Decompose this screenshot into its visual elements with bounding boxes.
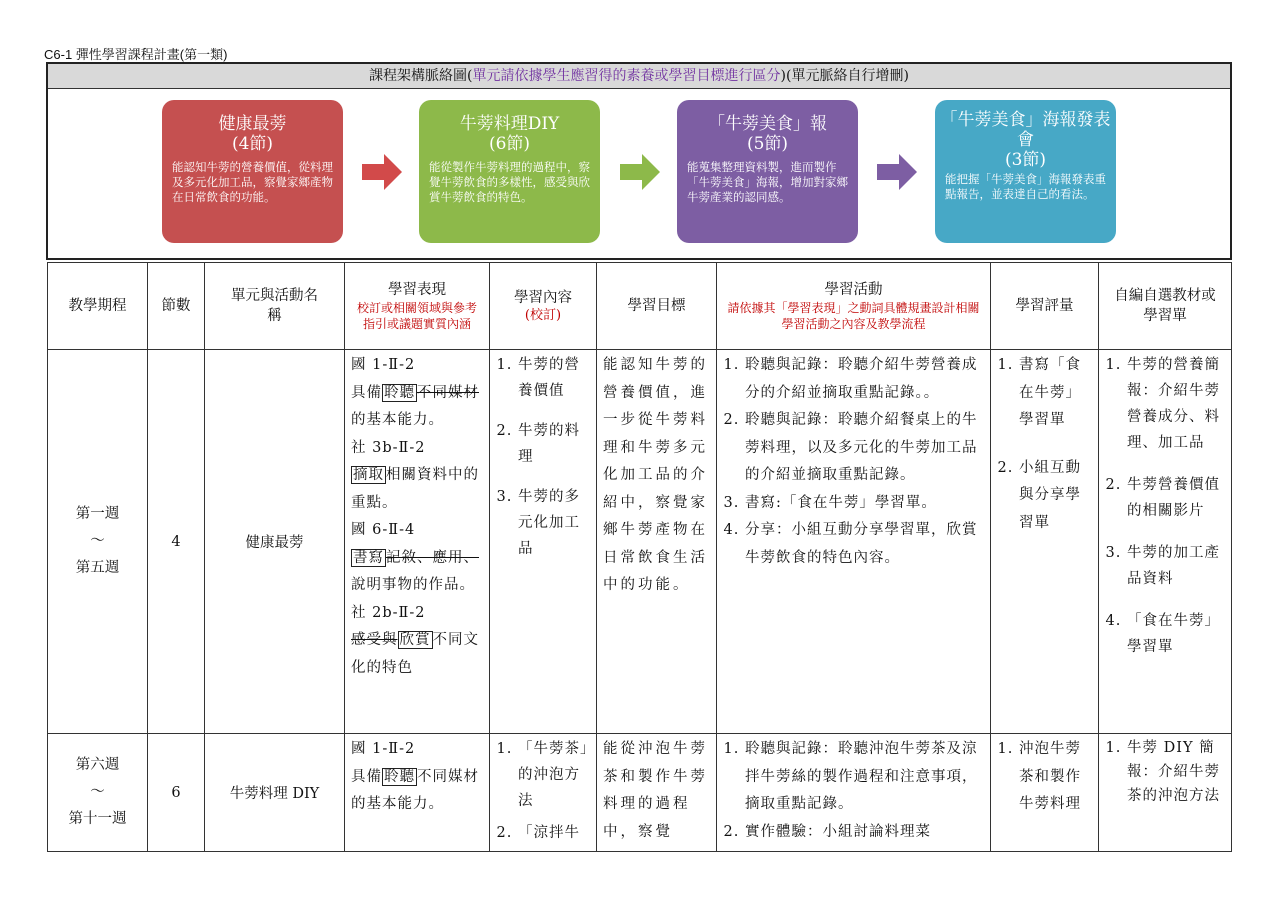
perf-text: 具備 聆聽 不同媒材的基本能力。 — [351, 768, 479, 812]
list-item: 3. 牛蒡的多元化加工品 — [518, 484, 590, 562]
list-item: 1. 牛蒡 DIY 簡報：介紹牛蒡茶的沖泡方法 — [1127, 736, 1225, 808]
list-item: 1. 書寫「食在牛蒡」學習單 — [1019, 352, 1092, 435]
header-assessment: 學習評量 — [991, 263, 1099, 350]
perf-code: 國 1-Ⅱ-2 — [351, 357, 416, 373]
unit-box-sessions: (5節) — [746, 134, 789, 154]
header-prefix: 課程架構脈絡圖( — [369, 68, 473, 84]
list-item: 3. 書寫:「食在牛蒡」學習單。 — [745, 490, 984, 518]
unit-box-desc: 能從製作牛蒡料理的過程中，察覺牛蒡飲食的多樣性，感受與欣賞牛蒡飲食的特色。 — [429, 160, 590, 204]
period-end: 第十一週 — [68, 811, 127, 827]
period-end: 第五週 — [75, 560, 120, 576]
list-item: 3. 牛蒡的加工產品資料 — [1127, 540, 1225, 592]
unit-box-2 — [419, 100, 600, 243]
table-header-row — [48, 263, 1232, 350]
unit-box-3 — [677, 100, 858, 243]
arrow-right-icon — [877, 152, 917, 192]
table-row — [48, 350, 1232, 734]
list-item: 1. 「牛蒡茶」的沖泡方法 — [518, 736, 590, 814]
list-item: 2. 牛蒡營養價值的相關影片 — [1127, 472, 1225, 524]
header-activity-label: 學習活動 — [824, 282, 883, 298]
perf-text: 感受與 欣賞 不同文化的特色 — [351, 632, 479, 676]
unit-cell: 健康最蒡 — [205, 350, 345, 734]
perf-text: 書寫 記敘、應用、說明事物的作品。 — [351, 549, 479, 593]
perf-code: 國 6-Ⅱ-4 — [351, 522, 416, 538]
unit-box-desc: 能認知牛蒡的營養價值，從料理及多元化加工品，察覺家鄉產物在日常飲食的功能。 — [172, 160, 333, 204]
list-item: 1. 聆聽與記錄：聆聽沖泡牛蒡茶及涼拌牛蒡絲的製作過程和注意事項，摘取重點記錄。 — [745, 736, 984, 819]
header-period: 教學期程 — [48, 263, 148, 350]
material-cell — [1099, 350, 1232, 734]
header-unit: 單元與活動名稱 — [205, 263, 345, 350]
goal-cell: 能認知牛蒡的營養價值，進一步從牛蒡料理和牛蒡多元化加工品的介紹中，察覺家鄉牛蒡產物在日常飲食生活中的功能。 — [597, 350, 717, 734]
perf-text: 摘取 相關資料中的重點。 — [351, 467, 479, 511]
material-cell — [1099, 734, 1232, 852]
activity-cell — [717, 350, 991, 734]
period-sep: ～ — [90, 784, 105, 800]
perf-code: 國 1-Ⅱ-2 — [351, 741, 416, 757]
header-content-note: (校訂) — [524, 308, 562, 323]
header-suffix: )(單元脈絡自行增刪) — [780, 68, 909, 84]
unit-box-desc: 能蒐集整理資料製，進而製作「牛蒡美食」海報，增加對家鄉牛蒡產業的認同感。 — [687, 160, 848, 204]
period-cell — [48, 350, 148, 734]
list-item: 1. 牛蒡的營養簡報：介紹牛蒡營養成分、料理、加工品 — [1127, 352, 1225, 456]
header-performance — [345, 263, 490, 350]
list-item: 1. 聆聽與記錄：聆聽介紹牛蒡營養成分的介紹並摘取重點記錄。。 — [745, 352, 984, 407]
unit-box-sessions: (3節) — [1004, 150, 1047, 170]
assessment-cell — [991, 350, 1099, 734]
content-cell — [490, 350, 597, 734]
unit-box-title: 健康最蒡 — [218, 114, 287, 134]
list-item: 2. 「涼拌牛 — [518, 820, 590, 846]
sessions-cell: 4 — [148, 350, 205, 734]
unit-box-1 — [162, 100, 343, 243]
period-sep: ～ — [90, 533, 105, 549]
period-start: 第六週 — [75, 757, 120, 773]
perf-code: 社 3b-Ⅱ-2 — [351, 439, 426, 456]
unit-box-desc: 能把握「牛蒡美食」海報發表重點報告，並表達自己的看法。 — [945, 172, 1106, 201]
perf-text: 具備 聆聽 不同媒材的基本能力。 — [351, 384, 479, 428]
unit-box-title: 牛蒡料理DIY — [459, 114, 560, 134]
goal-cell: 能從沖泡牛蒡茶和製作牛蒡料理的過程中，察覺 — [597, 734, 717, 852]
course-structure-frame — [46, 62, 1232, 260]
unit-box-title: 「牛蒡美食」海報發表會 — [940, 110, 1111, 150]
unit-box-sessions: (4節) — [231, 134, 274, 154]
unit-box-sessions: (6節) — [488, 134, 531, 154]
list-item: 4. 「食在牛蒡」學習單 — [1127, 608, 1225, 660]
sessions-cell: 6 — [148, 734, 205, 852]
list-item: 4. 分享：小組互動分享學習單，欣賞牛蒡飲食的特色內容。 — [745, 517, 984, 572]
header-goal: 學習目標 — [597, 263, 717, 350]
unit-box-4 — [935, 100, 1116, 243]
period-cell — [48, 734, 148, 852]
header-activity — [717, 263, 991, 350]
header-content-label: 學習內容 — [514, 290, 572, 306]
header-instruction: 單元請依據學生應習得的素養或學習目標進行區分 — [472, 68, 781, 84]
performance-cell — [345, 734, 490, 852]
list-item: 2. 小組互動與分享學習單 — [1019, 455, 1092, 538]
list-item: 1. 牛蒡的營養價值 — [518, 352, 590, 404]
header-sessions: 節數 — [148, 263, 205, 350]
frame-header — [48, 64, 1230, 89]
perf-code: 社 2b-Ⅱ-2 — [351, 604, 426, 621]
document-title: C6-1 彈性學習課程計畫(第一類) — [44, 47, 228, 62]
list-item: 2. 牛蒡的料理 — [518, 418, 590, 470]
course-plan-table — [47, 262, 1232, 852]
unit-box-title: 「牛蒡美食」報 — [708, 114, 827, 134]
header-activity-note: 請依據其「學習表現」之動詞具體規畫設計相關學習活動之內容及教學流程 — [727, 301, 980, 331]
list-item: 1. 沖泡牛蒡茶和製作牛蒡料理 — [1019, 736, 1092, 819]
list-item: 2. 實作體驗：小組討論料理菜 — [745, 819, 984, 847]
assessment-cell — [991, 734, 1099, 852]
period-start: 第一週 — [75, 506, 120, 522]
content-cell — [490, 734, 597, 852]
header-content — [490, 263, 597, 350]
activity-cell — [717, 734, 991, 852]
table-row — [48, 734, 1232, 852]
list-item: 2. 聆聽與記錄：聆聽介紹餐桌上的牛蒡料理，以及多元化的牛蒡加工品的介紹並摘取重點記錄。 — [745, 407, 984, 490]
unit-cell: 牛蒡料理 DIY — [205, 734, 345, 852]
header-perf-label: 學習表現 — [388, 282, 446, 298]
arrow-right-icon — [620, 152, 660, 192]
performance-cell — [345, 350, 490, 734]
header-perf-note: 校訂或相關領域與參考指引或議題實質內涵 — [356, 301, 477, 331]
arrow-right-icon — [362, 152, 402, 192]
header-material: 自編自選教材或學習單 — [1099, 263, 1232, 350]
